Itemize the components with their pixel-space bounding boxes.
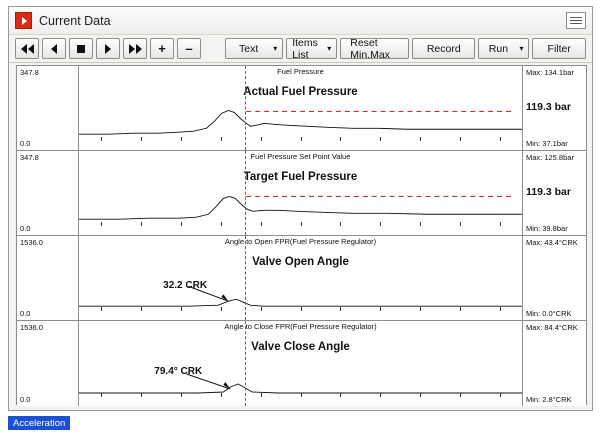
axis-max-label: 1536.0 [20,323,43,332]
plot-panel-actual-fuel-pressure[interactable] [17,66,586,151]
left-axis [17,236,79,320]
right-axis [522,151,586,235]
plot-canvas[interactable] [79,236,522,320]
rewind-icon [21,44,34,54]
plot-panel-valve-close-angle[interactable] [17,321,586,406]
plot-canvas[interactable] [79,321,522,406]
text-select-value: Text [239,42,259,55]
current-data-window [8,6,593,411]
playback-toolbar [9,35,592,63]
max-label: Max: 125.8bar [526,153,574,162]
square-icon [77,45,85,53]
max-label: Max: 43.4°CRK [526,238,578,247]
triangle-left-icon [51,44,57,54]
valve-close-annotation: 79.4° CRK [154,366,203,377]
window-menu-icon[interactable] [566,12,586,29]
axis-min-label: 0.0 [20,224,31,233]
signal-name: Angle to Open FPR(Fuel Pressure Regulator) [224,237,377,246]
min-label: Min: 2.8°CRK [526,395,572,404]
axis-max-label: 347.8 [20,153,39,162]
text-select[interactable] [225,38,283,59]
panel-title: Actual Fuel Pressure [243,86,358,98]
play-icon [15,12,32,29]
signal-name: Angle to Close FPR(Fuel Pressure Regulator) [224,322,377,331]
panel-title: Target Fuel Pressure [243,171,358,183]
run-select-value: Run [488,42,509,55]
left-axis [17,321,79,406]
valve-open-annotation: 32.2 CRK [163,280,208,291]
stop-button[interactable] [69,38,93,59]
max-label: Max: 84.4°CRK [526,323,578,332]
time-cursor[interactable] [245,151,246,235]
plot-canvas[interactable] [79,151,522,235]
chevron-updown-icon: ▾ [519,43,524,53]
time-cursor[interactable] [245,321,246,406]
items-list-select[interactable] [286,38,337,59]
triangle-right-icon [105,44,111,54]
play-button[interactable] [96,38,120,59]
items-list-select-value: Items List [292,36,318,61]
axis-max-label: 347.8 [20,68,39,77]
run-select[interactable] [478,38,529,59]
right-axis [522,236,586,320]
left-axis [17,66,79,150]
axis-min-label: 0.0 [20,139,31,148]
plus-icon: + [158,41,166,56]
tick-marks [79,137,522,141]
plot-panel-valve-open-angle[interactable] [17,236,586,321]
tick-marks [79,222,522,226]
step-back-button[interactable] [42,38,66,59]
fast-forward-icon [129,44,142,54]
record-button[interactable]: Record [412,38,475,59]
current-value: 119.3 bar [526,101,571,114]
time-cursor[interactable] [245,236,246,320]
time-cursor[interactable] [245,66,246,150]
axis-min-label: 0.0 [20,395,31,404]
signal-name: Fuel Pressure Set Point Value [250,152,351,161]
left-axis [17,151,79,235]
chevron-updown-icon: ▾ [327,43,332,53]
minus-icon: – [185,41,193,56]
axis-max-label: 1536.0 [20,238,43,247]
min-label: Min: 0.0°CRK [526,309,572,318]
reset-minmax-button[interactable]: Reset Min.Max [340,38,409,59]
max-label: Max: 134.1bar [526,68,574,77]
rewind-button[interactable] [15,38,39,59]
window-title: Current Data [39,13,111,28]
plot-panel-target-fuel-pressure[interactable] [17,151,586,236]
signal-name: Fuel Pressure [277,67,324,76]
panel-title: Valve Close Angle [251,341,350,353]
window-titlebar [9,7,592,35]
axis-min-label: 0.0 [20,309,31,318]
chevron-updown-icon: ▾ [273,43,278,53]
min-label: Min: 37.1bar [526,139,568,148]
filter-button[interactable]: Filter [532,38,586,59]
panel-title: Valve Open Angle [252,256,349,268]
tick-marks [79,307,522,311]
status-badge: Acceleration [8,416,70,430]
zoom-out-button[interactable] [177,38,201,59]
tick-marks [79,393,522,397]
right-axis [522,321,586,406]
right-axis [522,66,586,150]
fast-forward-button[interactable] [123,38,147,59]
min-label: Min: 39.8bar [526,224,568,233]
plot-stack [16,65,587,405]
plot-canvas[interactable] [79,66,522,150]
zoom-in-button[interactable] [150,38,174,59]
current-value: 119.3 bar [526,186,571,199]
